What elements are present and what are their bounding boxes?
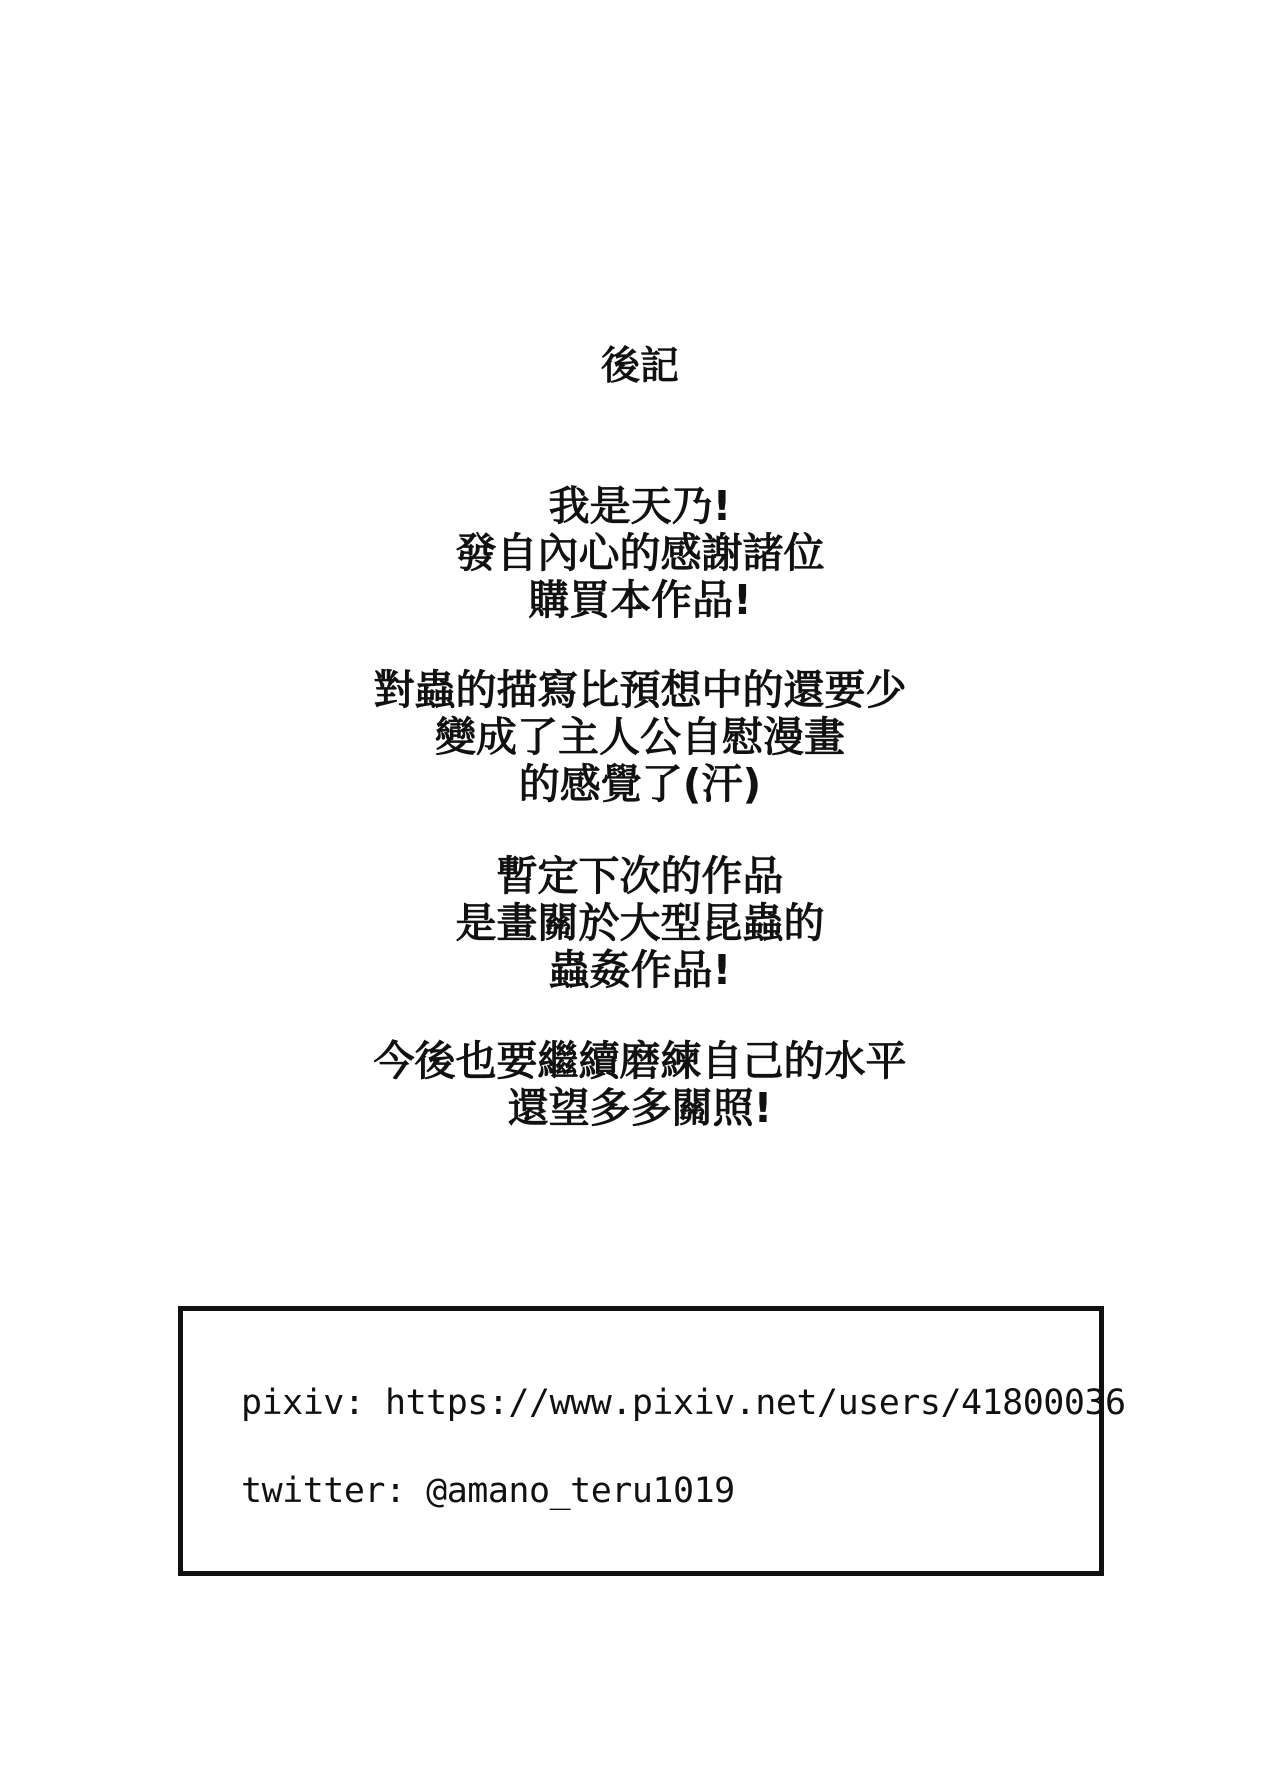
text-line: 的感覺了(汗) <box>518 760 762 808</box>
afterword-paragraph <box>0 853 1280 994</box>
afterword-paragraph <box>0 667 1280 808</box>
contact-box <box>178 1306 1126 1576</box>
text-line: 購買本作品! <box>528 576 752 624</box>
text-line: 今後也要繼續磨練自己的水平 <box>373 1037 907 1085</box>
text-line: 暫定下次的作品 <box>496 852 784 900</box>
text-line: 變成了主人公自慰漫畫 <box>435 713 845 761</box>
text-line: 對蟲的描寫比預想中的還要少 <box>373 666 907 714</box>
text-line: 還望多多關照! <box>507 1084 773 1132</box>
text-line: 發自內心的感謝諸位 <box>455 529 825 577</box>
text-line: 我是天乃! <box>548 482 732 530</box>
pixiv-link[interactable]: pixiv: https://www.pixiv.net/users/41800036 <box>241 1383 1126 1423</box>
page-title: 後記 <box>600 344 679 389</box>
afterword-paragraph <box>0 1038 1280 1132</box>
text-line: 是畫關於大型昆蟲的 <box>455 899 825 947</box>
afterword-paragraph <box>0 483 1280 624</box>
twitter-handle[interactable]: twitter: @amano_teru1019 <box>241 1471 735 1511</box>
text-line: 蟲姦作品! <box>548 946 732 994</box>
